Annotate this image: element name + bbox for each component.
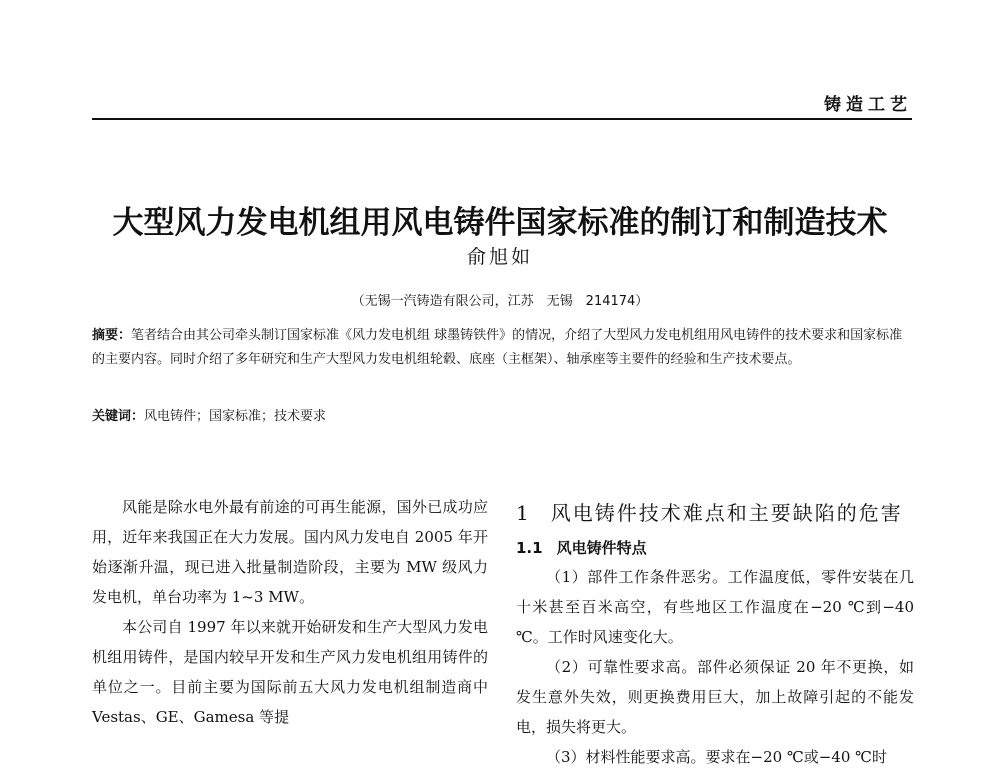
left-column <box>92 492 488 732</box>
abstract <box>92 324 914 372</box>
section-number: 1 <box>516 501 531 525</box>
author-name: 俞旭如 <box>466 246 533 268</box>
body-paragraph: 风能是除水电外最有前途的可再生能源，国外已成功应用，近年来我国正在大力发展。国内风力发电自 2005 年开始逐渐升温，现已进入批量制造阶段，主要为 MW 级风力发电机，单台功率为 1~3 MW。 <box>92 498 488 606</box>
section-heading <box>516 498 914 528</box>
body-paragraph: （3）材料性能要求高。要求在−20 ℃或−40 ℃时 <box>546 748 887 766</box>
subsection-number: 1.1 <box>516 539 543 557</box>
abstract-text: 笔者结合由其公司牵头制订国家标准《风力发电机组 球墨铸铁件》的情况，介绍了大型风力发电机组用风电铸件的技术要求和国家标准的主要内容。同时介绍了多年研究和生产大型风力发电机组轮毂、底座（主框架）、轴承座等主要件的经验和生产技术要点。 <box>92 328 903 367</box>
paper-title: 大型风力发电机组用风电铸件国家标准的制订和制造技术 <box>112 204 888 241</box>
body-paragraph: （2）可靠性要求高。部件必须保证 20 年不更换，如发生意外失效，则更换费用巨大，加上故障引起的不能发电，损失将更大。 <box>516 658 914 736</box>
section-title: 风电铸件技术难点和主要缺陷的危害 <box>550 501 903 525</box>
right-column <box>516 498 914 772</box>
subsection-title: 风电铸件特点 <box>556 539 647 557</box>
subsection-heading <box>516 534 914 562</box>
body-paragraph: 本公司自 1997 年以来就开始研发和生产大型风力发电机组用铸件，是国内较早开发和生产风力发电机组用铸件的单位之一。目前主要为国际前五大风力发电机组制造商中 Vestas、GE、Gamesa 等提 <box>92 618 488 726</box>
journal-section-header: 铸造工艺 <box>824 95 912 115</box>
header-rule <box>92 118 912 120</box>
keywords-text: 风电铸件；国家标准；技术要求 <box>144 409 327 424</box>
author-affiliation: （无锡一汽铸造有限公司，江苏 无锡 214174） <box>351 294 649 309</box>
keywords <box>92 405 914 429</box>
keywords-label: 关键词： <box>92 409 145 424</box>
body-paragraph: （1）部件工作条件恶劣。工作温度低，零件安装在几十米甚至百米高空，有些地区工作温度在−20 ℃到−40 ℃。工作时风速变化大。 <box>516 568 914 646</box>
abstract-label: 摘要： <box>92 328 132 343</box>
